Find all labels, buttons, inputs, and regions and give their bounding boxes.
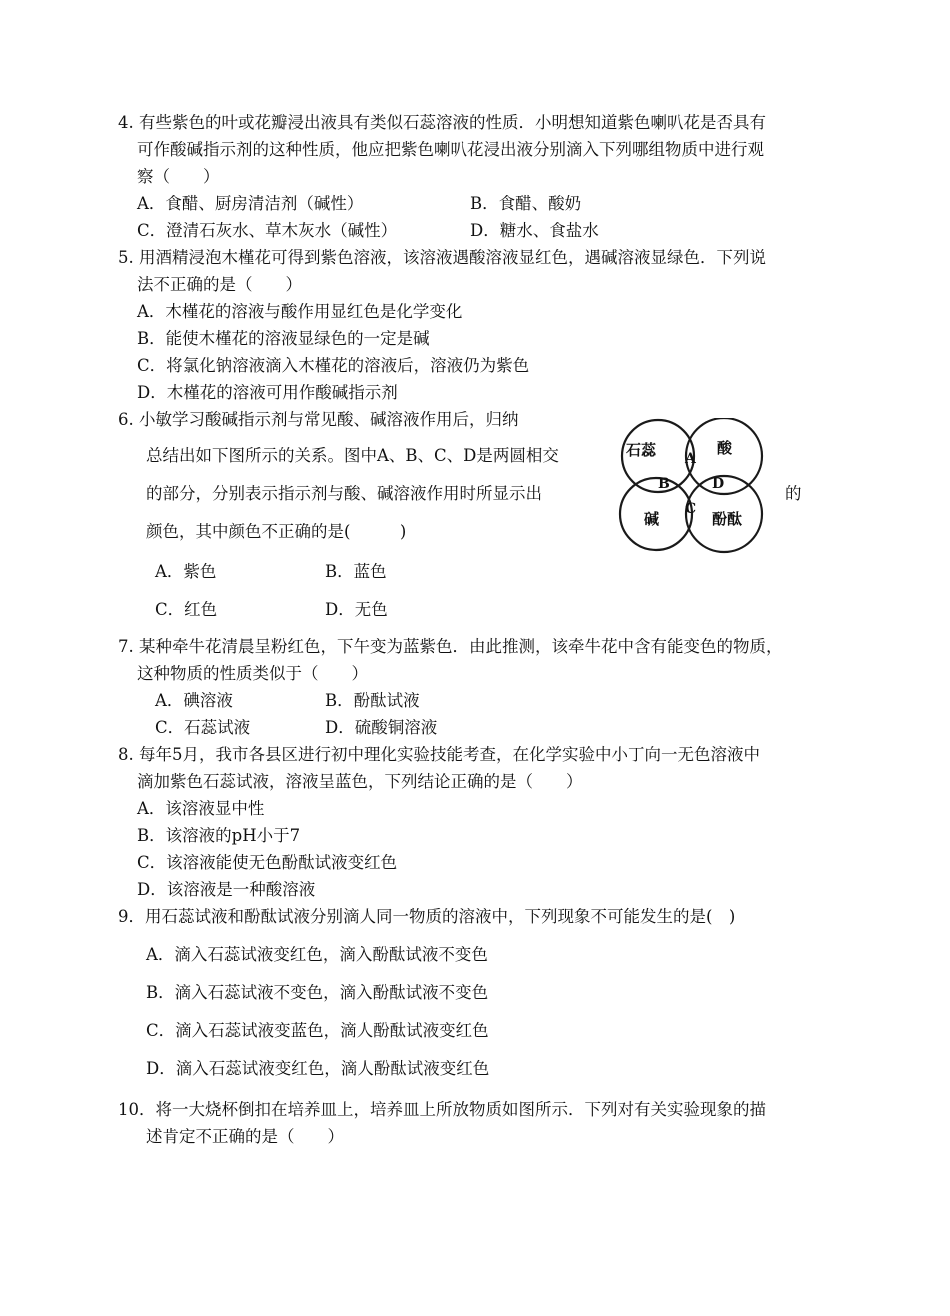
label-litmus: 石蕊 bbox=[626, 441, 657, 459]
q6-stem-line-3: 的部分，分别表示指示剂与酸、碱溶液作用时所显示出 bbox=[146, 484, 542, 503]
q8-stem-line-1: 8. 每年5月，我市各县区进行初中理化实验技能考查，在化学实验中小丁向一无色溶液中 bbox=[118, 745, 760, 764]
q4-stem-line-3: 察（ ） bbox=[137, 167, 220, 186]
q6-option-d: D．无色 bbox=[325, 600, 388, 619]
q8-option-c: C．该溶液能使无色酚酞试液变红色 bbox=[137, 853, 398, 872]
q10-stem-line-1: 10．将一大烧杯倒扣在培养皿上，培养皿上所放物质如图所示．下列对有关实验现象的描 bbox=[118, 1100, 766, 1119]
q9-option-d: D．滴入石蕊试液变红色，滴人酚酞试液变红色 bbox=[146, 1059, 490, 1078]
q6-option-a: A．紫色 bbox=[155, 562, 217, 581]
q5-option-b: B．能使木槿花的溶液显绿色的一定是碱 bbox=[137, 329, 430, 348]
q7-option-c: C．石蕊试液 bbox=[155, 718, 251, 737]
q9-option-c: C．滴入石蕊试液变蓝色，滴人酚酞试液变红色 bbox=[146, 1021, 489, 1040]
q4-stem-line-2: 可作酸碱指示剂的这种性质，他应把紫色喇叭花浸出液分别滴入下列哪组物质中进行观 bbox=[137, 140, 764, 159]
q9-option-b: B．滴入石蕊试液不变色，滴入酚酞试液不变色 bbox=[146, 983, 489, 1002]
q4-option-d: D．糖水、食盐水 bbox=[470, 221, 599, 240]
label-phenolphthalein: 酚酞 bbox=[712, 510, 743, 528]
q6-stem-line-4: 颜色，其中颜色不正确的是( ) bbox=[146, 522, 407, 541]
indicator-venn-diagram bbox=[618, 418, 766, 554]
q4-option-a: A．食醋、厨房清洁剂（碱性） bbox=[137, 194, 364, 213]
region-label-d: D bbox=[712, 476, 725, 492]
q7-option-d: D．硫酸铜溶液 bbox=[325, 718, 438, 737]
q8-option-d: D．该溶液是一种酸溶液 bbox=[137, 880, 316, 899]
q8-stem-line-2: 滴加紫色石蕊试液，溶液呈蓝色，下列结论正确的是（ ） bbox=[137, 772, 583, 791]
q6-stem-line-2: 总结出如下图所示的关系。图中A、B、C、D是两圆相交 bbox=[146, 446, 559, 465]
q5-option-a: A．木槿花的溶液与酸作用显红色是化学变化 bbox=[137, 302, 463, 321]
q6-stem-line-1: 6. 小敏学习酸碱指示剂与常见酸、碱溶液作用后，归纳 bbox=[118, 410, 519, 429]
q5-option-d: D．木槿花的溶液可用作酸碱指示剂 bbox=[137, 383, 398, 402]
q4-option-c: C．澄清石灰水、草木灰水（碱性） bbox=[137, 221, 398, 240]
region-label-b: B bbox=[658, 476, 670, 492]
q8-option-a: A．该溶液显中性 bbox=[137, 799, 265, 818]
q7-option-a: A．碘溶液 bbox=[155, 691, 233, 710]
q9-stem-line-1: 9．用石蕊试液和酚酞试液分别滴人同一物质的溶液中，下列现象不可能发生的是( ) bbox=[118, 907, 736, 926]
region-label-c: C bbox=[685, 501, 697, 517]
q7-option-b: B．酚酞试液 bbox=[325, 691, 420, 710]
region-label-a: A bbox=[685, 451, 696, 467]
q6-option-c: C．红色 bbox=[155, 600, 218, 619]
q5-stem-line-1: 5. 用酒精浸泡木槿花可得到紫色溶液，该溶液遇酸溶液显红色，遇碱溶液显绿色．下列说 bbox=[118, 248, 766, 267]
q5-stem-line-2: 法不正确的是（ ） bbox=[137, 275, 302, 294]
q4-stem-line-1: 4. 有些紫色的叶或花瓣浸出液具有类似石蕊溶液的性质．小明想知道紫色喇叭花是否具有 bbox=[118, 113, 766, 132]
q10-stem-line-2: 述肯定不正确的是（ ） bbox=[146, 1127, 344, 1146]
label-acid: 酸 bbox=[717, 439, 733, 457]
q9-option-a: A．滴入石蕊试液变红色，滴入酚酞试液不变色 bbox=[146, 945, 488, 964]
q6-option-b: B．蓝色 bbox=[325, 562, 387, 581]
q8-option-b: B．该溶液的pH小于7 bbox=[137, 826, 301, 845]
label-base: 碱 bbox=[644, 510, 660, 528]
q5-option-c: C．将氯化钠溶液滴入木槿花的溶液后，溶液仍为紫色 bbox=[137, 356, 530, 375]
q7-stem-line-1: 7. 某种牵牛花清晨呈粉红色，下午变为蓝紫色．由此推测，该牵牛花中含有能变色的物质， bbox=[118, 637, 783, 656]
q7-stem-line-2: 这种物质的性质类似于（ ） bbox=[137, 664, 368, 683]
q6-stem-line-3-tail: 的 bbox=[785, 484, 802, 503]
q4-option-b: B．食醋、酸奶 bbox=[470, 194, 582, 213]
